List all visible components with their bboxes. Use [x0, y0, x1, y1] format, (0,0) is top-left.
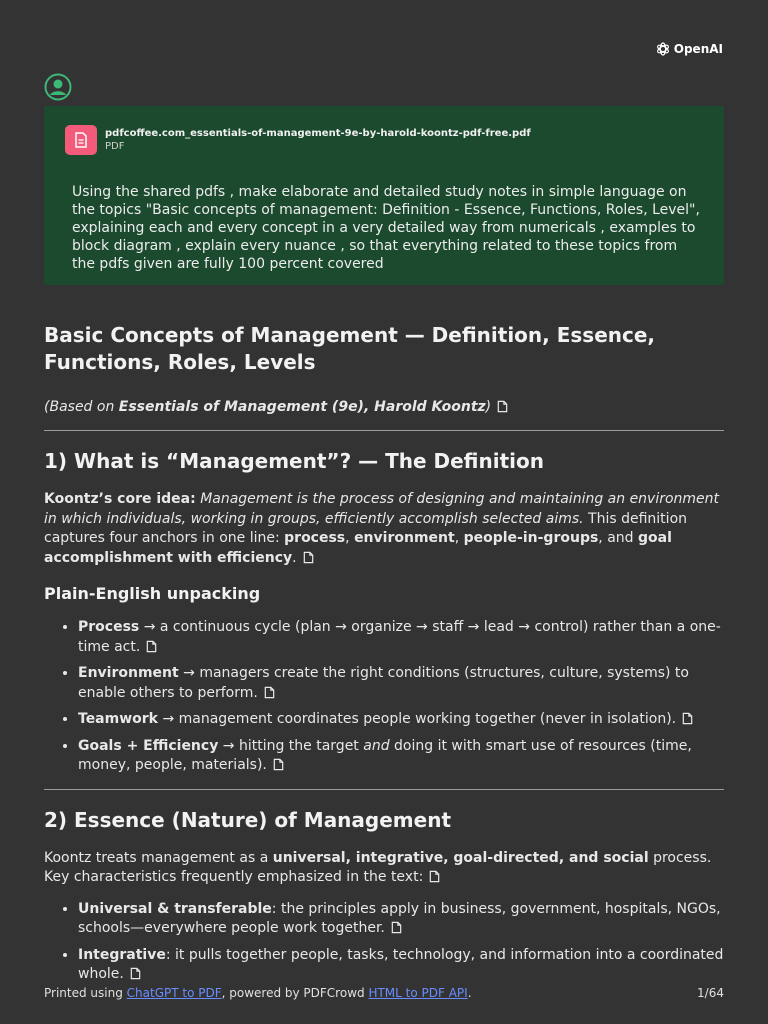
citation-icon[interactable] — [145, 640, 158, 653]
user-message-text: Using the shared pdfs , make elaborate and detailed study notes in simple language on the topics "Basic concepts of management: Definition - Essence, Functions, Roles, Level", explaining each and every concept in a very detailed way from numericals , examples to block diagram , explain every nuance , so that everything related to these topics from the pdfs given are fully 100 percent covered — [72, 184, 700, 272]
section-2-heading: 2) Essence (Nature) of Management — [44, 807, 452, 832]
page-number: 1/64 — [697, 986, 724, 1000]
section-1-heading: 1) What is “Management”? — The Definition — [44, 449, 544, 473]
unpacking-heading: Plain-English unpacking — [44, 584, 261, 603]
attachment-file-name: pdfcoffee.com_essentials-of-management-9e-by-harold-koontz-pdf-free.pdf — [105, 128, 531, 139]
essence-intro: Koontz treats management as a universal, integrative, goal-directed, and social process. Key characteristics frequently emphasized in the text: — [44, 849, 712, 885]
citation-icon[interactable] — [428, 870, 441, 883]
divider — [44, 789, 724, 790]
divider — [44, 430, 724, 431]
attachment-chip[interactable] — [65, 125, 531, 155]
html-to-pdf-api-link[interactable]: HTML to PDF API — [368, 986, 468, 1000]
citation-icon[interactable] — [496, 400, 509, 413]
response-subtitle: (Based on Essentials of Management (9e), Harold Koontz) — [44, 398, 724, 417]
citation-icon[interactable] — [302, 551, 315, 564]
citation-icon[interactable] — [129, 967, 142, 980]
user-message — [44, 106, 724, 285]
list-item: • Teamwork → management coordinates people working together (never in isolation). — [78, 710, 724, 730]
user-avatar-icon — [44, 73, 72, 101]
essence-list — [44, 900, 724, 985]
list-item: • Universal & transferable: the principles apply in business, government, hospitals, NGOs, schools—everywhere people work together. — [78, 900, 724, 939]
print-footer — [44, 986, 724, 1000]
list-item: • Integrative: it pulls together people, tasks, technology, and information into a coordinated whole. — [78, 946, 724, 985]
brand-name: OpenAI — [673, 42, 723, 56]
footer-credit: Printed using ChatGPT to PDF, powered by PDFCrowd HTML to PDF API. — [44, 986, 472, 1000]
chatgpt-to-pdf-link[interactable]: ChatGPT to PDF — [126, 986, 222, 1000]
citation-icon[interactable] — [681, 712, 694, 725]
list-item: • Environment → managers create the right conditions (structures, culture, systems) to enable others to perform. — [78, 664, 724, 703]
pdf-file-icon — [65, 125, 97, 155]
list-item: • Process → a continuous cycle (plan → organize → staff → lead → control) rather than a one-time act. — [78, 618, 724, 657]
openai-logo-icon — [655, 41, 671, 57]
list-item: • Goals + Efficiency → hitting the target and doing it with smart use of resources (time, money, people, materials). — [78, 737, 724, 776]
citation-icon[interactable] — [272, 758, 285, 771]
citation-icon[interactable] — [390, 921, 403, 934]
unpacking-list — [44, 618, 724, 776]
citation-icon[interactable] — [263, 686, 276, 699]
definition-paragraph: Koontz’s core idea: Management is the process of designing and maintaining an environment in which individuals, working in groups, efficiently accomplish selected aims. This definition captures four anchors in one line: process, environment, people-in-groups, and goal accomplishment with efficiency. — [44, 491, 720, 566]
openai-logo — [655, 41, 723, 57]
response-title: Basic Concepts of Management — Definition, Essence, Functions, Roles, Levels — [44, 323, 656, 374]
assistant-response — [44, 322, 724, 985]
attachment-file-type: PDF — [105, 141, 125, 152]
